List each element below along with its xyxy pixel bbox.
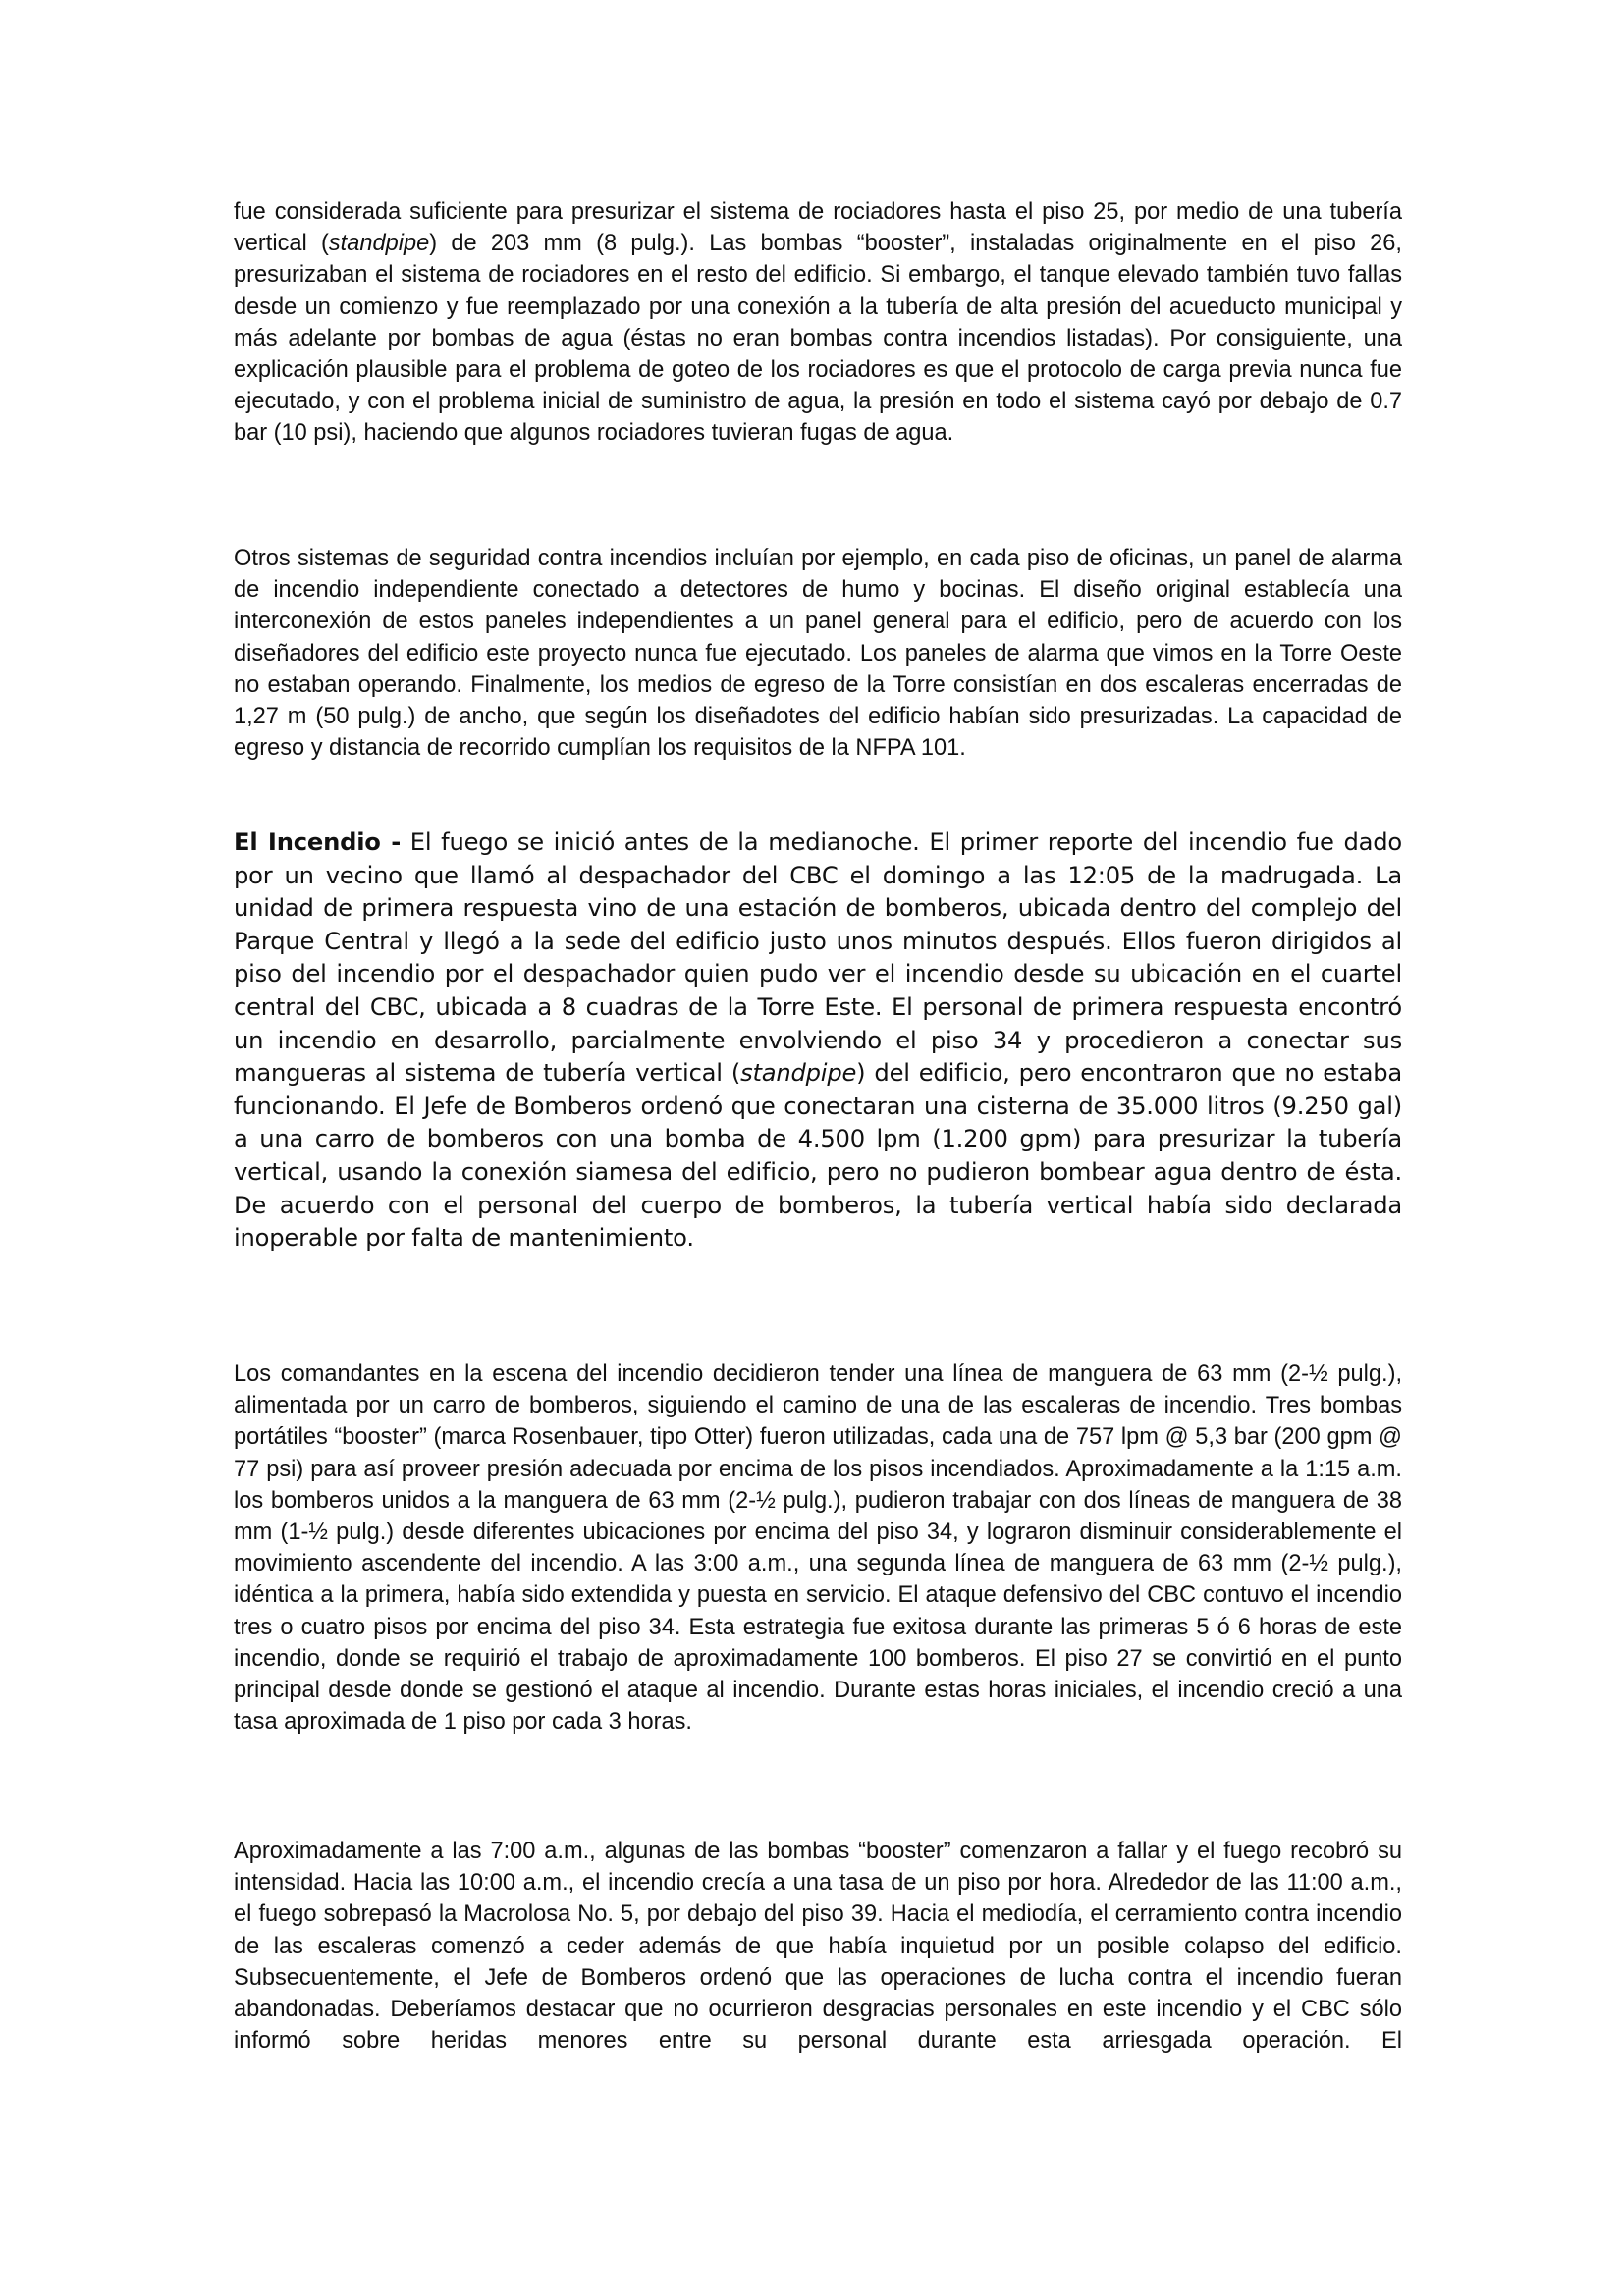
paragraph-sprinkler-pressure	[234, 196, 1402, 450]
italic-term: standpipe	[328, 231, 430, 257]
paragraph-booster-failure: Aproximadamente a las 7:00 a.m., algunas de las bombas “booster” comenzaron a fallar y el fuego recobró su intensidad. Hacia las 10:00 a.m., el incendio crecía a una tasa de un piso por hora. Alrededor de las 11:00 a.m., el fuego sobrepasó la Macrolosa No. 5, por debajo del piso 39. Hacia el mediodía, el cerramiento contra incendio de las escaleras comenzó a ceder además de que había inquietud por un posible colapso del edificio. Subsecuentemente, el Jefe de Bomberos ordenó que las operaciones de lucha contra el incendio fueran abandonadas. Deberíamos destacar que no ocurrieron desgracias personales en este incendio y el CBC sólo informó sobre heridas menores entre su personal durante esta arriesgada operación. El	[234, 1839, 1402, 2055]
text-run: El fuego se inició antes de la medianoche. El primer reporte del incendio fue dado por un vecino que llamó al despachador del CBC el domingo a las 12:05 de la madrugada. La unidad de primera respuesta vino de una estación de bomberos, ubicada dentro del complejo del Parque Central y llegó a la sede del edificio justo unos minutos después. Ellos fueron dirigidos al piso del incendio por el despachador quien pudo ver el incendio desde su ubicación en el cuartel central del CBC, ubicada a 8 cuadras de la Torre Este. El personal de primera respuesta encontró un incendio en desarrollo, parcialmente envolviendo el piso 34 y procedieron a conectar sus mangueras al sistema de tubería vertical (	[234, 828, 1402, 1088]
paragraph-el-incendio	[234, 827, 1402, 1255]
italic-term: standpipe	[740, 1059, 857, 1088]
text-run: ) del edificio, pero encontraron que no estaba funcionando. El Jefe de Bomberos ordenó que conectaran una cisterna de 35.000 litros (9.250 gal) a una carro de bomberos con una bomba de 4.500 lpm (1.200 gpm) para presurizar la tubería vertical, usando la conexión siamesa del edificio, pero no pudieron bombear agua dentro de ésta. De acuerdo con el personal del cuerpo de bomberos, la tubería vertical había sido declarada inoperable por falta de mantenimiento.	[234, 1059, 1402, 1253]
text-run: fue considerada suficiente para presurizar el sistema de rociadores hasta el piso 25, por medio de una tubería vertical (	[234, 199, 1402, 257]
section-heading: El Incendio -	[234, 828, 402, 856]
paragraph-hose-lines: Los comandantes en la escena del incendio decidieron tender una línea de manguera de 63 mm (2-½ pulg.), alimentada por un carro de bomberos, siguiendo el camino de una de las escaleras de incendio. Tres bombas portátiles “booster” (marca Rosenbauer, tipo Otter) fueron utilizadas, cada una de 757 lpm @ 5,3 bar (200 gpm @ 77 psi) para así proveer presión adecuada por encima de los pisos incendiados. Aproximadamente a la 1:15 a.m. los bomberos unidos a la manguera de 63 mm (2-½ pulg.), pudieron trabajar con dos líneas de manguera de 38 mm (1-½ pulg.) desde diferentes ubicaciones por encima del piso 34, y lograron disminuir considerablemente el movimiento ascendente del incendio. A las 3:00 a.m., una segunda línea de manguera de 63 mm (2-½ pulg.), idéntica a la primera, había sido extendida y puesta en servicio. El ataque defensivo del CBC contuvo el incendio tres o cuatro pisos por encima del piso 34. Esta estrategia fue exitosa durante las primeras 5 ó 6 horas de este incendio, donde se requirió el trabajo de aproximadamente 100 bomberos. El piso 27 se convirtió en el punto principal desde donde se gestionó el ataque al incendio. Durante estas horas iniciales, el incendio creció a una tasa aproximada de 1 piso por cada 3 horas.	[234, 1362, 1402, 1735]
text-run: ) de 203 mm (8 pulg.). Las bombas “booster”, instaladas originalmente en el piso 26, presurizaban el sistema de rociadores en el resto del edificio. Si embargo, el tanque elevado también tuvo fallas desde un comienzo y fue reemplazado por una conexión a la tubería de alta presión del acueducto municipal y más adelante por bombas de agua (éstas no eran bombas contra incendios listadas). Por consiguiente, una explicación plausible para el problema de goteo de los rociadores es que el protocolo de carga previa nunca fue ejecutado, y con el problema inicial de suministro de agua, la presión en todo el sistema cayó por debajo de 0.7 bar (10 psi), haciendo que algunos rociadores tuvieran fugas de agua.	[234, 231, 1402, 447]
paragraph-other-systems: Otros sistemas de seguridad contra incendios incluían por ejemplo, en cada piso de oficinas, un panel de alarma de incendio independiente conectado a detectores de humo y bocinas. El diseño original establecía una interconexión de estos paneles independientes a un panel general para el edificio, pero de acuerdo con los diseñadores del edificio este proyecto nunca fue ejecutado. Los paneles de alarma que vimos en la Torre Oeste no estaban operando. Finalmente, los medios de egreso de la Torre consistían en dos escaleras encerradas de 1,27 m (50 pulg.) de ancho, que según los diseñadotes del edificio habían sido presurizadas. La capacidad de egreso y distancia de recorrido cumplían los requisitos de la NFPA 101.	[234, 546, 1402, 762]
